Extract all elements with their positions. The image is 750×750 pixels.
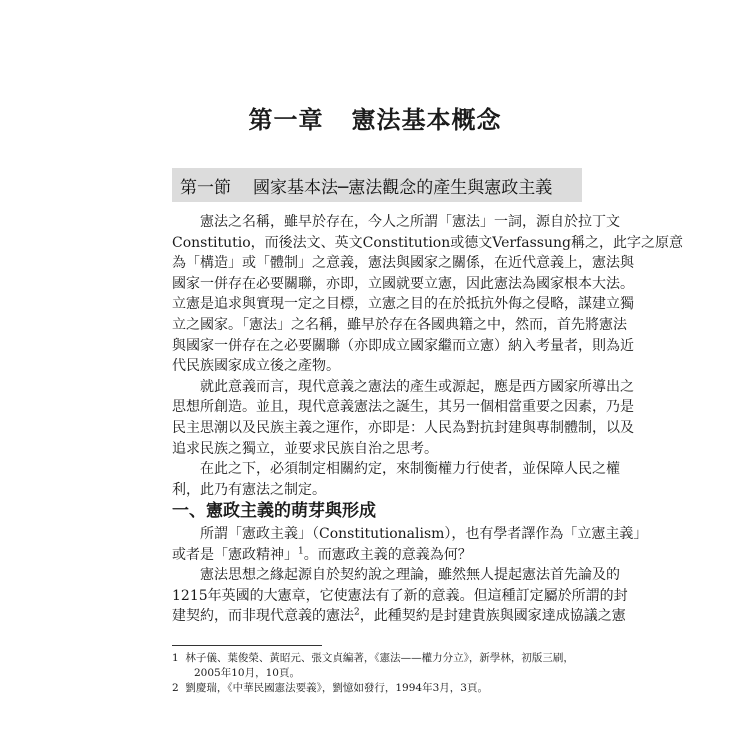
text-line: 思想所創造。並且，現代意義憲法之誕生，其另一個相當重要之因素，乃是 xyxy=(172,399,634,416)
body-text-lower xyxy=(172,524,648,627)
text-line: 國家一併存在必要關聯，亦即，立國就要立憲，因此憲法為國家根本大法。 xyxy=(172,275,634,292)
paragraph-2 xyxy=(172,377,634,459)
footnote-ref-1[interactable]: 1 xyxy=(298,545,304,556)
text-segment: 或者是「憲政精神」 xyxy=(172,546,298,563)
text-line: Constitutio，而後法文、英文Constitution或德文Verfassung稱之，此字之原意 xyxy=(172,234,683,251)
text-line: 民主思潮以及民族主義之運作，亦即是：人民為對抗封建與專制體制，以及 xyxy=(172,419,634,436)
paragraph-5 xyxy=(172,565,628,627)
footnote-2 xyxy=(172,681,592,696)
text-line: 憲法之名稱，雖早於存在，今人之所謂「憲法」一詞，源自於拉丁文 xyxy=(200,214,620,230)
text-segment: ，此種契約是封建貴族與國家達成協議之憲 xyxy=(359,608,626,625)
text-segment: 。而憲政主義的意義為何？ xyxy=(303,546,472,563)
footnote-text: 林子儀、葉俊榮、黃昭元、張文貞編著，《憲法——權力分立》，新學林，初版三刷， xyxy=(185,652,574,664)
footnote-divider xyxy=(172,645,322,646)
text-line: 立憲是追求與實現一定之目標，立憲之目的在於抵抗外侮之侵略，謀建立獨 xyxy=(172,296,634,313)
text-line: 所謂「憲政主義」（Constitutionalism），也有學者譯作為「立憲主義」 xyxy=(200,526,648,542)
footnote-number: 1 xyxy=(172,652,179,664)
text-line xyxy=(172,606,626,627)
body-text-upper xyxy=(172,212,683,500)
section-heading-bar xyxy=(172,168,582,202)
footnotes xyxy=(172,651,592,696)
text-line xyxy=(172,545,582,566)
footnote-1 xyxy=(172,651,592,666)
text-line: 利，此乃有憲法之制定。 xyxy=(172,481,326,498)
text-line: 與國家一併存在之必要關聯（亦即成立國家繼而立憲）納入考量者，則為近 xyxy=(172,337,634,354)
text-line: 追求民族之獨立，並要求民族自治之思考。 xyxy=(172,440,438,457)
text-line: 憲法思想之緣起源自於契約說之理論，雖然無人提起憲法首先論及的 xyxy=(200,567,620,584)
paragraph-3 xyxy=(172,459,620,500)
section-title: 國家基本法─憲法觀念的產生與憲政主義 xyxy=(253,177,553,198)
text-line: 代民族國家成立後之產物。 xyxy=(172,358,340,375)
footnote-ref-2[interactable]: 2 xyxy=(354,607,360,618)
subsection-heading: 一、憲政主義的萌芽與形成 xyxy=(172,501,376,521)
text-line: 在此之下，必須制定相關約定，來制衡權力行使者，並保障人民之權 xyxy=(200,461,620,478)
chapter-name: 憲法基本概念 xyxy=(351,105,502,134)
text-line: 1215年英國的大憲章，它使憲法有了新的意義。但這種訂定屬於所謂的封 xyxy=(172,587,628,604)
chapter-title xyxy=(0,100,750,135)
text-line: 為「構造」或「體制」之意義，憲法與國家之關係，在近代意義上，憲法與 xyxy=(172,255,634,272)
text-segment: 建契約，而非現代意義的憲法 xyxy=(172,608,354,625)
paragraph-1 xyxy=(172,212,683,377)
text-line: 立之國家。「憲法」之名稱，雖早於存在各國典籍之中，然而，首先將憲法 xyxy=(172,316,627,333)
footnote-number: 2 xyxy=(172,682,179,694)
text-line: 就此意義而言，現代意義之憲法的產生或源起，應是西方國家所導出之 xyxy=(200,378,634,395)
chapter-number: 第一章 xyxy=(248,105,324,134)
section-number: 第一節 xyxy=(180,177,231,198)
paragraph-4 xyxy=(172,524,648,565)
footnote-text: 劉慶瑞，《中華民國憲法要義》，劉憶如發行，1994年3月，3頁。 xyxy=(185,682,488,694)
footnote-1-continued: 2005年10月，10頁。 xyxy=(194,667,300,679)
